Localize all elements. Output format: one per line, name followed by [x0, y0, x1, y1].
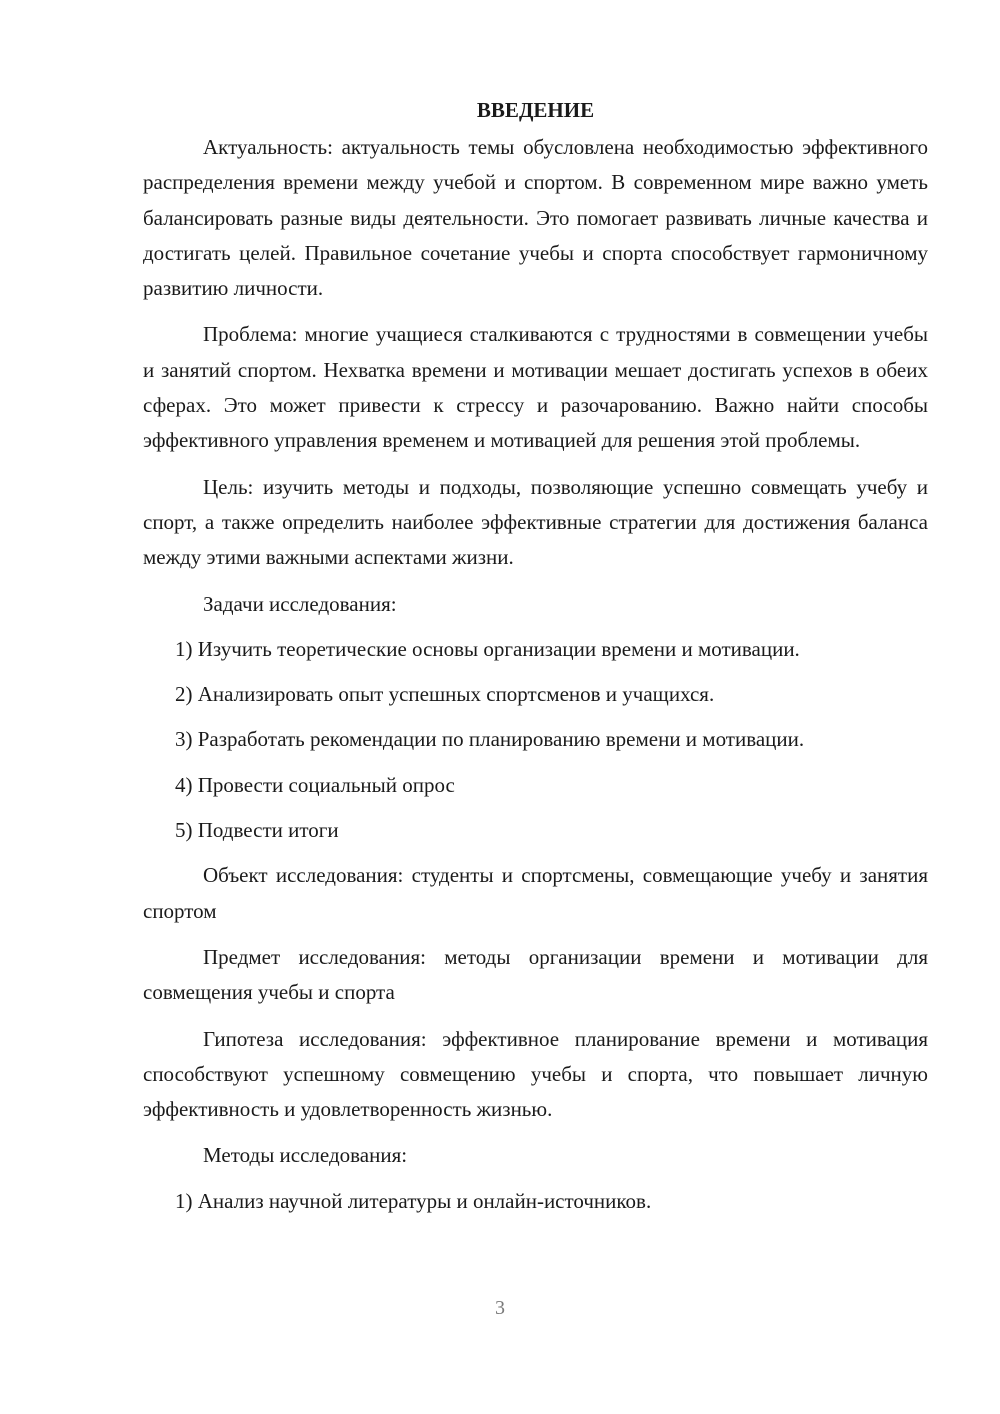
hypothesis-paragraph: Гипотеза исследования: эффективное планирование времени и мотивация способствуют успешному совмещению учебы и спорта, что повышает личную эффективность и удовлетворенность жизнью. — [143, 1026, 928, 1122]
method-item: 1) Анализ научной литературы и онлайн-источников. — [175, 1188, 652, 1213]
page-title: ВВЕДЕНИЕ — [476, 98, 595, 122]
task-item: 3) Разработать рекомендации по планированию времени и мотивации. — [175, 727, 805, 752]
object-paragraph: Объект исследования: студенты и спортсмены, совмещающие учебу и занятия спортом — [143, 863, 928, 923]
document-page — [143, 92, 928, 1229]
task-item: 5) Подвести итоги — [175, 818, 339, 843]
tasks-heading: Задачи исследования: — [203, 591, 397, 616]
methods-list — [143, 1184, 928, 1219]
problem-paragraph: Проблема: многие учащиеся сталкиваются с трудностями в совмещении учебы и занятий спортом. Нехватка времени и мотивации мешает достигать успехов в обеих сферах. Это может привести к стрессу и разочарованию. Важно найти способы эффективного управления временем и мотивацией для решения этой проблемы. — [143, 322, 928, 453]
tasks-list — [143, 632, 928, 848]
subject-paragraph: Предмет исследования: методы организации времени и мотивации для совмещения учебы и спорта — [143, 944, 928, 1005]
methods-heading: Методы исследования: — [203, 1143, 408, 1168]
task-item: 1) Изучить теоретические основы организации времени и мотивации. — [175, 636, 800, 661]
task-item: 4) Провести социальный опрос — [175, 772, 455, 797]
page-number: 3 — [495, 1297, 505, 1319]
goal-paragraph: Цель: изучить методы и подходы, позволяющие успешно совмещать учебу и спорт, а также определить наиболее эффективные стратегии для достижения баланса между этими важными аспектами жизни. — [143, 474, 928, 570]
relevance-paragraph: Актуальность: актуальность темы обусловлена необходимостью эффективного распределения времени между учебой и спортом. В современном мире важно уметь балансировать разные виды деятельности. Это помогает развивать личные качества и достигать целей. Правильное сочетание учебы и спорта способствует гармоничному развитию личности. — [143, 135, 928, 301]
task-item: 2) Анализировать опыт успешных спортсменов и учащихся. — [175, 682, 715, 707]
